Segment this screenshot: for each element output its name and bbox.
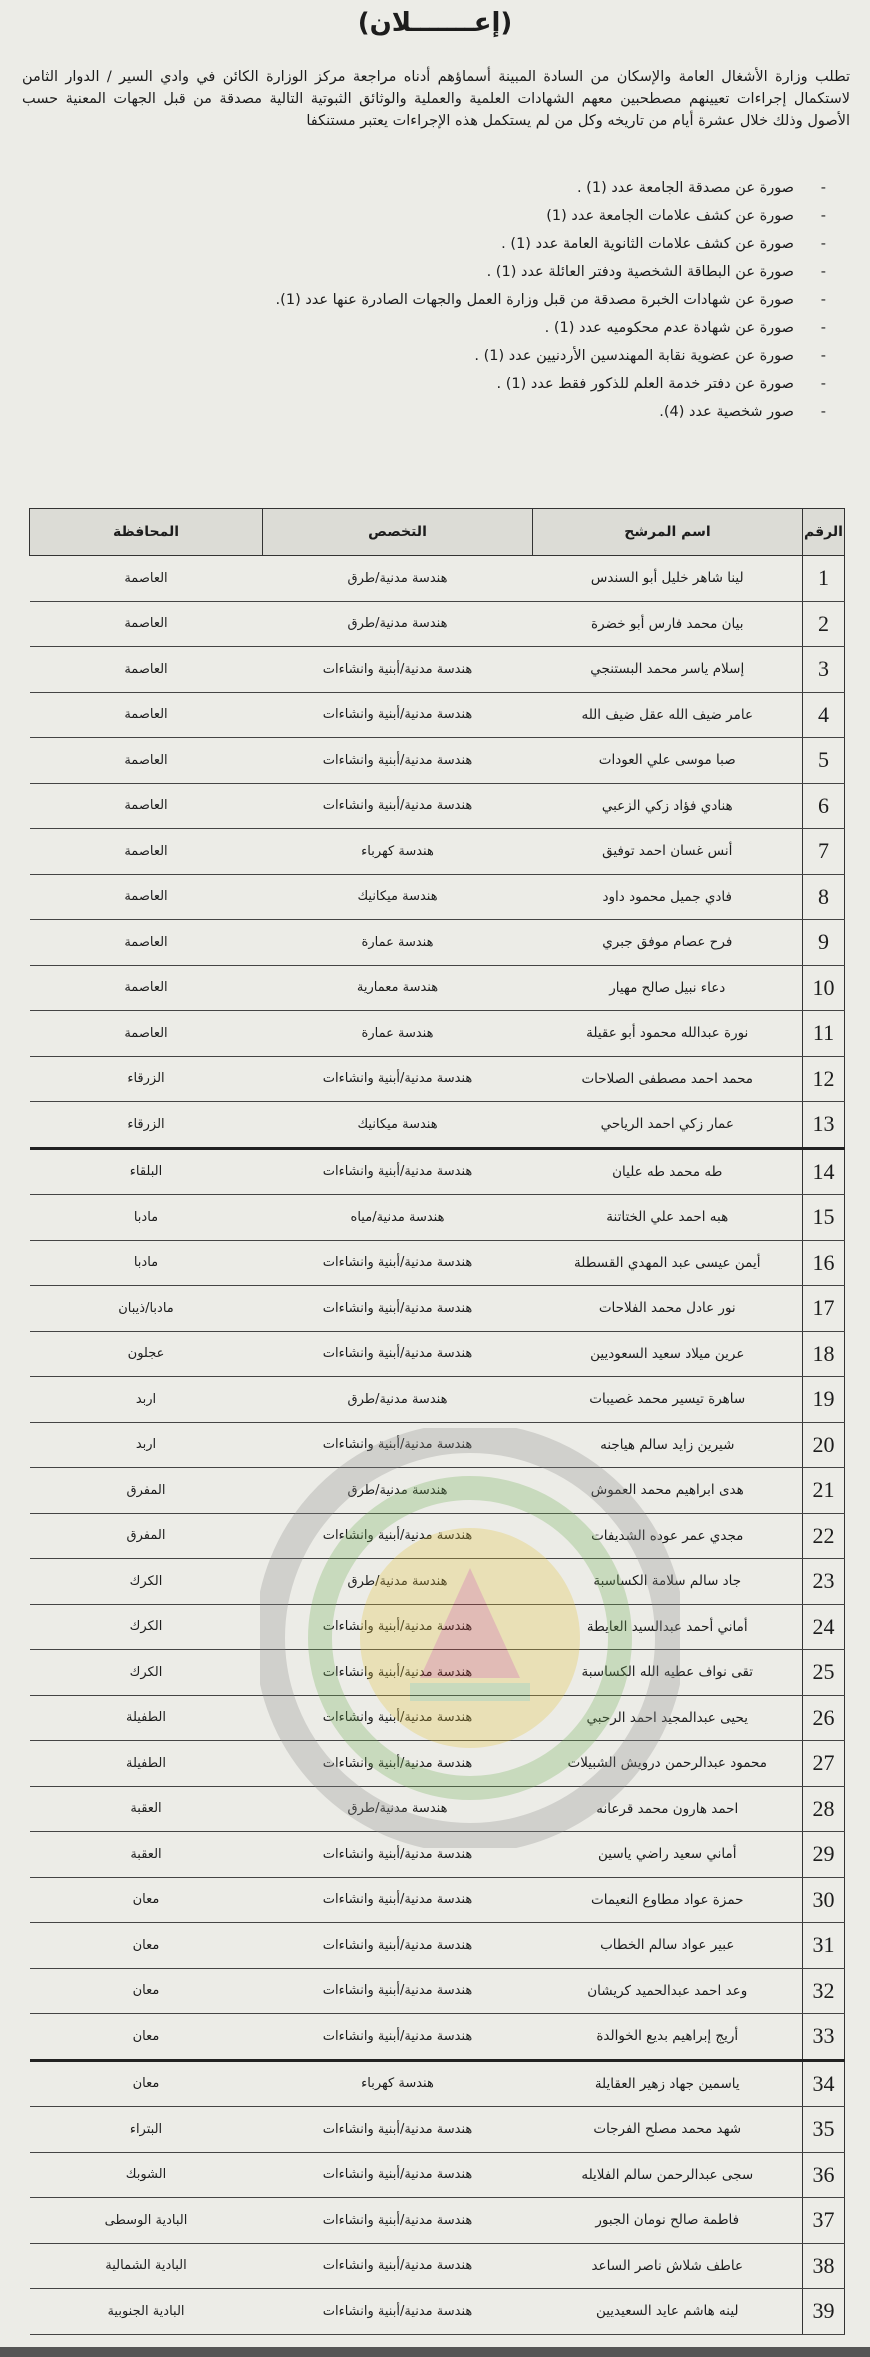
cell-num: 10 [803,965,845,1011]
cell-name: نورة عبدالله محمود أبو عقيلة [533,1011,803,1057]
table-row [30,1923,845,1969]
cell-name: ياسمين جهاد زهير العقايلة [533,2060,803,2107]
cell-num: 29 [803,1832,845,1878]
cell-gov: المفرق [30,1468,263,1514]
cell-spec: هندسة مدنية/أبنية وانشاءات [263,692,533,738]
cell-spec: هندسة مدنية/أبنية وانشاءات [263,1286,533,1332]
cell-gov: العاصمة [30,692,263,738]
table-row [30,1968,845,2014]
cell-gov: مادبا [30,1195,263,1241]
cell-num: 17 [803,1286,845,1332]
cell-num: 21 [803,1468,845,1514]
cell-num: 5 [803,738,845,784]
cell-num: 26 [803,1695,845,1741]
cell-spec: هندسة عمارة [263,920,533,966]
cell-spec: هندسة مدنية/أبنية وانشاءات [263,1148,533,1195]
table-row [30,1056,845,1102]
cell-name: عمار زكي احمد الرياحي [533,1102,803,1149]
list-item: - صورة عن عضوية نقابة المهندسين الأردنيين عدد (1) . [40,342,834,370]
cell-num: 20 [803,1422,845,1468]
table-row [30,965,845,1011]
candidates-table-wrap [30,508,845,2335]
table-row [30,2014,845,2061]
cell-name: لينه هاشم عايد السعيديين [533,2289,803,2335]
cell-num: 33 [803,2014,845,2061]
cell-name: احمد هارون محمد قرعانه [533,1786,803,1832]
cell-gov: مادبا [30,1240,263,1286]
cell-num: 7 [803,829,845,875]
cell-gov: العاصمة [30,783,263,829]
cell-name: شهد محمد مصلح الفرجات [533,2107,803,2153]
cell-spec: هندسة مدنية/أبنية وانشاءات [263,1604,533,1650]
cell-gov: العاصمة [30,920,263,966]
cell-gov: البادية الشمالية [30,2243,263,2289]
table-body [30,556,845,2335]
cell-num: 9 [803,920,845,966]
cell-spec: هندسة مدنية/طرق [263,556,533,602]
cell-name: أماني أحمد عبدالسيد العايطة [533,1604,803,1650]
cell-num: 3 [803,647,845,693]
cell-spec: هندسة مدنية/أبنية وانشاءات [263,1056,533,1102]
cell-name: نور عادل محمد الفلاحات [533,1286,803,1332]
cell-spec: هندسة مدنية/أبنية وانشاءات [263,1832,533,1878]
cell-gov: العاصمة [30,556,263,602]
cell-spec: هندسة معمارية [263,965,533,1011]
table-row [30,1604,845,1650]
cell-gov: الطفيلة [30,1741,263,1787]
table-row [30,692,845,738]
list-item: - صورة عن دفتر خدمة العلم للذكور فقط عدد (1) . [40,370,834,398]
cell-spec: هندسة عمارة [263,1011,533,1057]
cell-spec: هندسة مدنية/أبنية وانشاءات [263,1695,533,1741]
cell-num: 4 [803,692,845,738]
cell-gov: العاصمة [30,874,263,920]
table-row [30,1331,845,1377]
cell-num: 15 [803,1195,845,1241]
cell-gov: البلقاء [30,1148,263,1195]
cell-spec: هندسة مدنية/طرق [263,1786,533,1832]
cell-gov: العاصمة [30,965,263,1011]
cell-num: 38 [803,2243,845,2289]
cell-spec: هندسة مدنية/أبنية وانشاءات [263,1968,533,2014]
cell-name: عامر ضيف الله عقل ضيف الله [533,692,803,738]
cell-gov: الطفيلة [30,1695,263,1741]
header-num: الرقم [803,509,845,556]
table-row [30,874,845,920]
cell-spec: هندسة كهرباء [263,829,533,875]
cell-num: 28 [803,1786,845,1832]
list-item: - صورة عن كشف علامات الجامعة عدد (1) [40,202,834,230]
table-row [30,1832,845,1878]
cell-gov: الزرقاء [30,1102,263,1149]
cell-spec: هندسة مدنية/مياه [263,1195,533,1241]
cell-gov: معان [30,1923,263,1969]
cell-gov: العقبة [30,1786,263,1832]
intro-paragraph: تطلب وزارة الأشغال العامة والإسكان من السادة المبينة أسماؤهم أدناه مراجعة مركز الوزارة الكائن في وادي السير / الدوار الثامن لاستكمال إجراءات تعيينهم مصطحبين معهم الشهادات العلمية والعملية والوثائق الثبوتية التالية مصدقة من قبل الجهات المعنية حسب الأصول وذلك خلال عشرة أيام من تاريخه وكل من لم يستكمل هذه الإجراءات يعتبر مستنكفا [22,69,850,129]
cell-name: جاد سالم سلامة الكساسبة [533,1559,803,1605]
cell-gov: معان [30,1968,263,2014]
cell-gov: معان [30,1877,263,1923]
cell-spec: هندسة مدنية/أبنية وانشاءات [263,1422,533,1468]
table-row [30,1468,845,1514]
cell-num: 30 [803,1877,845,1923]
cell-num: 11 [803,1011,845,1057]
cell-num: 25 [803,1650,845,1696]
cell-spec: هندسة مدنية/طرق [263,1377,533,1423]
table-row [30,1513,845,1559]
cell-spec: هندسة مدنية/أبنية وانشاءات [263,2014,533,2061]
cell-name: فادي جميل محمود داود [533,874,803,920]
table-row [30,1102,845,1149]
table-row [30,1559,845,1605]
cell-name: أيمن عيسى عبد المهدي القسطلة [533,1240,803,1286]
list-item: - صورة عن كشف علامات الثانوية العامة عدد (1) . [40,230,834,258]
cell-name: أريج إبراهيم بديع الخوالدة [533,2014,803,2061]
cell-spec: هندسة مدنية/أبنية وانشاءات [263,1331,533,1377]
cell-gov: الزرقاء [30,1056,263,1102]
cell-spec: هندسة كهرباء [263,2060,533,2107]
cell-name: مجدي عمر عوده الشديفات [533,1513,803,1559]
cell-gov: العاصمة [30,601,263,647]
cell-num: 31 [803,1923,845,1969]
cell-num: 8 [803,874,845,920]
cell-name: محمد احمد مصطفى الصلاحات [533,1056,803,1102]
cell-spec: هندسة مدنية/أبنية وانشاءات [263,2198,533,2244]
cell-gov: الكرك [30,1650,263,1696]
table-header-row [30,509,845,556]
cell-gov: مادبا/ذيبان [30,1286,263,1332]
cell-name: طه محمد طه عليان [533,1148,803,1195]
table-row [30,783,845,829]
cell-num: 35 [803,2107,845,2153]
cell-num: 32 [803,1968,845,2014]
cell-spec: هندسة مدنية/طرق [263,601,533,647]
cell-gov: اربد [30,1377,263,1423]
table-row [30,738,845,784]
cell-num: 1 [803,556,845,602]
cell-name: أماني سعيد راضي ياسين [533,1832,803,1878]
table-row [30,1877,845,1923]
cell-name: فاطمة صالح نومان الجبور [533,2198,803,2244]
cell-spec: هندسة مدنية/أبنية وانشاءات [263,1240,533,1286]
cell-spec: هندسة مدنية/طرق [263,1468,533,1514]
list-item: - صورة عن شهادة عدم محكوميه عدد (1) . [40,314,834,342]
cell-gov: معان [30,2014,263,2061]
table-row [30,647,845,693]
cell-gov: العاصمة [30,1011,263,1057]
table-row [30,920,845,966]
cell-spec: هندسة مدنية/أبنية وانشاءات [263,1650,533,1696]
cell-gov: الكرك [30,1559,263,1605]
cell-name: أنس غسان احمد توفيق [533,829,803,875]
cell-name: بيان محمد فارس أبو خضرة [533,601,803,647]
cell-gov: البادية الوسطى [30,2198,263,2244]
cell-num: 23 [803,1559,845,1605]
cell-num: 13 [803,1102,845,1149]
header-gov: المحافظة [30,509,263,556]
bottom-border-bar [0,2347,870,2357]
cell-num: 34 [803,2060,845,2107]
cell-num: 37 [803,2198,845,2244]
cell-spec: هندسة مدنية/أبنية وانشاءات [263,647,533,693]
cell-name: عاطف شلاش ناصر الساعد [533,2243,803,2289]
cell-num: 14 [803,1148,845,1195]
header-spec: التخصص [263,509,533,556]
table-row [30,2060,845,2107]
cell-name: ساهرة تيسير محمد غصيبات [533,1377,803,1423]
cell-name: محمود عبدالرحمن درويش الشبيلات [533,1741,803,1787]
cell-gov: العاصمة [30,738,263,784]
cell-num: 22 [803,1513,845,1559]
cell-spec: هندسة مدنية/أبنية وانشاءات [263,2289,533,2335]
table-row [30,1148,845,1195]
cell-num: 39 [803,2289,845,2335]
cell-spec: هندسة مدنية/أبنية وانشاءات [263,1741,533,1787]
cell-gov: عجلون [30,1331,263,1377]
cell-spec: هندسة مدنية/أبنية وانشاءات [263,1923,533,1969]
cell-name: عرين ميلاد سعيد السعوديين [533,1331,803,1377]
list-item: - صورة عن شهادات الخبرة مصدقة من قبل وزارة العمل والجهات الصادرة عنها عدد (1). [40,286,834,314]
cell-spec: هندسة مدنية/أبنية وانشاءات [263,738,533,784]
cell-spec: هندسة مدنية/أبنية وانشاءات [263,783,533,829]
table-row [30,2243,845,2289]
cell-name: إسلام ياسر محمد البستنجي [533,647,803,693]
table-row [30,1786,845,1832]
cell-name: دعاء نبيل صالح مهيار [533,965,803,1011]
table-row [30,2289,845,2335]
cell-spec: هندسة ميكانيك [263,1102,533,1149]
cell-name: صبا موسى علي العودات [533,738,803,784]
candidates-table [29,508,845,2335]
cell-num: 18 [803,1331,845,1377]
table-row [30,1695,845,1741]
cell-name: فرح عصام موفق جبري [533,920,803,966]
table-row [30,1195,845,1241]
cell-spec: هندسة مدنية/أبنية وانشاءات [263,2152,533,2198]
cell-name: حمزة عواد مطاوع النعيمات [533,1877,803,1923]
table-row [30,601,845,647]
cell-name: وعد احمد عبدالحميد كريشان [533,1968,803,2014]
cell-num: 27 [803,1741,845,1787]
cell-gov: العاصمة [30,829,263,875]
cell-name: يحيى عبدالمجيد احمد الرحبي [533,1695,803,1741]
table-row [30,2152,845,2198]
cell-num: 16 [803,1240,845,1286]
cell-name: هدى ابراهيم محمد العموش [533,1468,803,1514]
cell-spec: هندسة مدنية/أبنية وانشاءات [263,1513,533,1559]
cell-name: عبير عواد سالم الخطاب [533,1923,803,1969]
table-row [30,1741,845,1787]
cell-gov: الكرك [30,1604,263,1650]
cell-gov: الشوبك [30,2152,263,2198]
cell-gov: العاصمة [30,647,263,693]
cell-gov: البادية الجنوبية [30,2289,263,2335]
cell-num: 12 [803,1056,845,1102]
cell-spec: هندسة مدنية/أبنية وانشاءات [263,2107,533,2153]
table-row [30,1422,845,1468]
list-item: - صورة عن البطاقة الشخصية ودفتر العائلة عدد (1) . [40,258,834,286]
table-row [30,1286,845,1332]
cell-name: سجى عبدالرحمن سالم الفلايله [533,2152,803,2198]
cell-name: شيرين زايد سالم هياجنه [533,1422,803,1468]
cell-spec: هندسة مدنية/أبنية وانشاءات [263,1877,533,1923]
table-row [30,1650,845,1696]
requirements-list [40,174,834,426]
list-item: - صورة عن مصدقة الجامعة عدد (1) . [40,174,834,202]
page-title: (إعـــــــلان) [357,8,513,38]
cell-gov: معان [30,2060,263,2107]
cell-gov: البتراء [30,2107,263,2153]
list-item: - صور شخصية عدد (4). [40,398,834,426]
cell-num: 19 [803,1377,845,1423]
cell-num: 24 [803,1604,845,1650]
cell-num: 36 [803,2152,845,2198]
table-row [30,829,845,875]
cell-spec: هندسة مدنية/طرق [263,1559,533,1605]
cell-name: هبه احمد علي الختاتنة [533,1195,803,1241]
table-row [30,1240,845,1286]
cell-gov: اربد [30,1422,263,1468]
cell-num: 6 [803,783,845,829]
cell-name: تقى نواف عطيه الله الكساسبة [533,1650,803,1696]
table-row [30,2107,845,2153]
cell-gov: المفرق [30,1513,263,1559]
cell-spec: هندسة مدنية/أبنية وانشاءات [263,2243,533,2289]
cell-name: لينا شاهر خليل أبو السندس [533,556,803,602]
table-row [30,1377,845,1423]
table-row [30,2198,845,2244]
table-row [30,556,845,602]
cell-num: 2 [803,601,845,647]
cell-name: هنادي فؤاد زكي الزعبي [533,783,803,829]
table-row [30,1011,845,1057]
cell-gov: العقبة [30,1832,263,1878]
cell-spec: هندسة ميكانيك [263,874,533,920]
header-name: اسم المرشح [533,509,803,556]
